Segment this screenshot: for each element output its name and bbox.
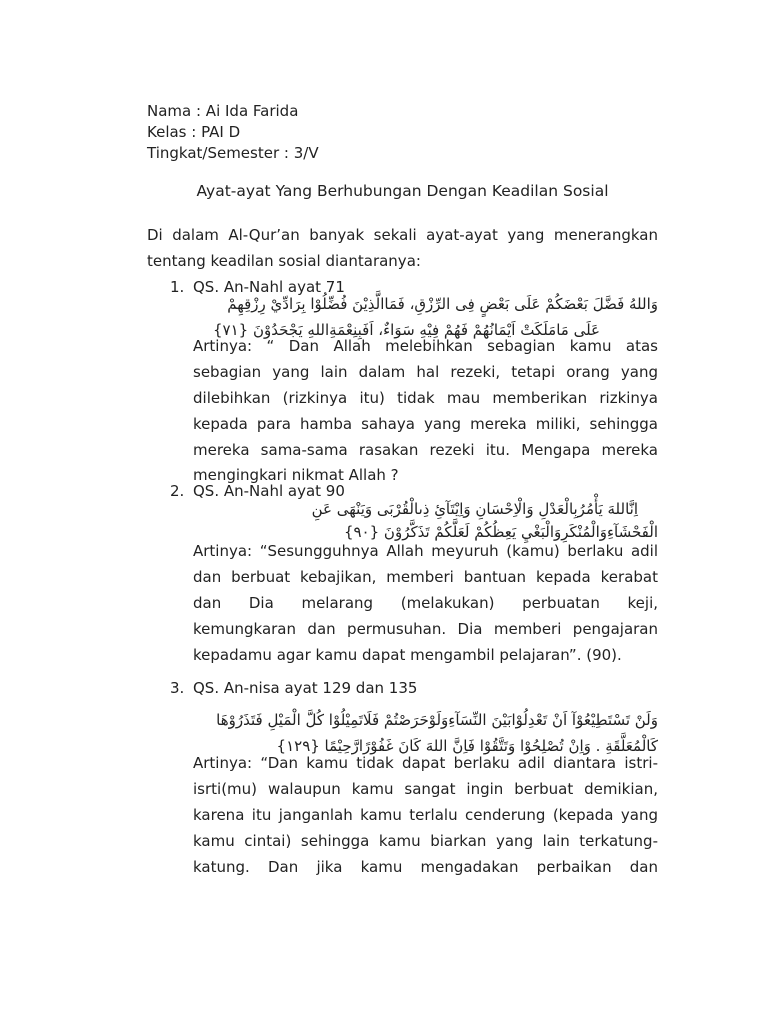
document-title: Ayat-ayat Yang Berhubungan Dengan Keadilan Sosial [196,182,609,200]
student-level: Tingkat/Semester : 3/V [147,144,319,162]
item-2-arabic-2: الْفَحْشَآءِوَالْمُنْكَرِوَالْبَغْيِ يَعِظُكُمْ لَعَلَّكُمْ تَذَكَّرُوْنَ {٩٠} [343,523,658,541]
item-2-number: 2. [170,482,185,500]
item-2-translation-3: dan Dia melarang (melakukan) perbuatan keji, [193,594,658,612]
item-1-translation-4: kepada para hamba sahaya yang mereka miliki, sehingga [193,415,658,433]
item-3-number: 3. [170,679,185,697]
intro-line-1: Di dalam Al-Qur’an banyak sekali ayat-ayat yang menerangkan [147,226,658,244]
item-1-number: 1. [170,278,185,296]
item-1-arabic-2: عَلَى مَامَلَكَتْ اَيْمَانُهُمْ فَهُمْ فِيْهِ سَوَاءٌ، اَفَبِنِعْمَةِاللهِ يَجْحَدُوْنَ {٧١} [213,321,600,339]
item-1-translation-2: sebagian yang lain dalam hal rezeki, tetapi orang yang [193,363,658,381]
item-3-translation-5: katung. Dan jika kamu mengadakan perbaikan dan [193,858,658,876]
item-3-heading: QS. An-nisa ayat 129 dan 135 [193,679,418,697]
item-3-translation-1: Artinya: “Dan kamu tidak dapat berlaku adil diantara istri- [193,754,658,772]
item-3-arabic-1: وَلَنْ تَسْتَطِيْعُوْآ اَنْ تَعْدِلُوْابَيْنَ النِّسَآءِوَلَوْحَرَصْتُمْ فَلَاتَمِيْلُوْا كُلَّ الْمَيْلِ فَتَذَرُوْهَا [216,711,658,729]
student-name: Nama : Ai Ida Farida [147,102,299,120]
item-1-arabic-1: وَاللهُ فَضَّلَ بَعْضَكُمْ عَلَى بَعْضٍ فِى الرِّزْقِ، فَمَاالَّذِيْنَ فُضِّلُوْا بِرَادِّيْ رِزْقِهِمْ [227,295,658,313]
item-2-translation-5: kepadamu agar kamu dapat mengambil pelajaran”. (90). [193,646,622,664]
item-2-arabic-1: اِنَّاللهَ يَأْمُرُبِالْعَدْلِ وَالْاِحْسَانِ وَاِيْتَآئِ ذِىالْقُرْبَى وَيَنْهَى عَنِ [311,500,638,518]
item-3-arabic-2: كَالْمُعَلَّقَةِ . وَاِنْ تُصْلِحُوْا وَتَتَّقُوْا فَاِنَّ اللهَ كَانَ غَفُوْرًارَّحِيْمًا {١٢٩} [276,737,658,755]
intro-line-2: tentang keadilan sosial diantaranya: [147,252,421,270]
item-2-translation-4: kemungkaran dan permusuhan. Dia memberi pengajaran [193,620,658,638]
item-3-translation-2: isrti(mu) walaupun kamu sangat ingin berbuat demikian, [193,780,658,798]
item-3-translation-4: kamu cintai) sehingga kamu biarkan yang lain terkatung- [193,832,658,850]
item-3-translation-3: karena itu janganlah kamu terlalu cenderung (kepada yang [193,806,658,824]
item-2-heading: QS. An-Nahl ayat 90 [193,482,345,500]
item-1-heading: QS. An-Nahl ayat 71 [193,278,345,296]
item-1-translation-1: Artinya: “ Dan Allah melebihkan sebagian kamu atas [193,337,658,355]
item-1-translation-6: mengingkari nikmat Allah ? [193,466,399,484]
item-1-translation-3: dilebihkan (rizkinya itu) tidak mau memberikan rizkinya [193,389,658,407]
item-2-translation-2: dan berbuat kebajikan, memberi bantuan kepada kerabat [193,568,658,586]
item-2-translation-1: Artinya: “Sesungguhnya Allah meyuruh (kamu) berlaku adil [193,542,658,560]
student-class: Kelas : PAI D [147,123,241,141]
item-1-translation-5: mereka sama-sama rasakan rezeki itu. Mengapa mereka [193,441,658,459]
